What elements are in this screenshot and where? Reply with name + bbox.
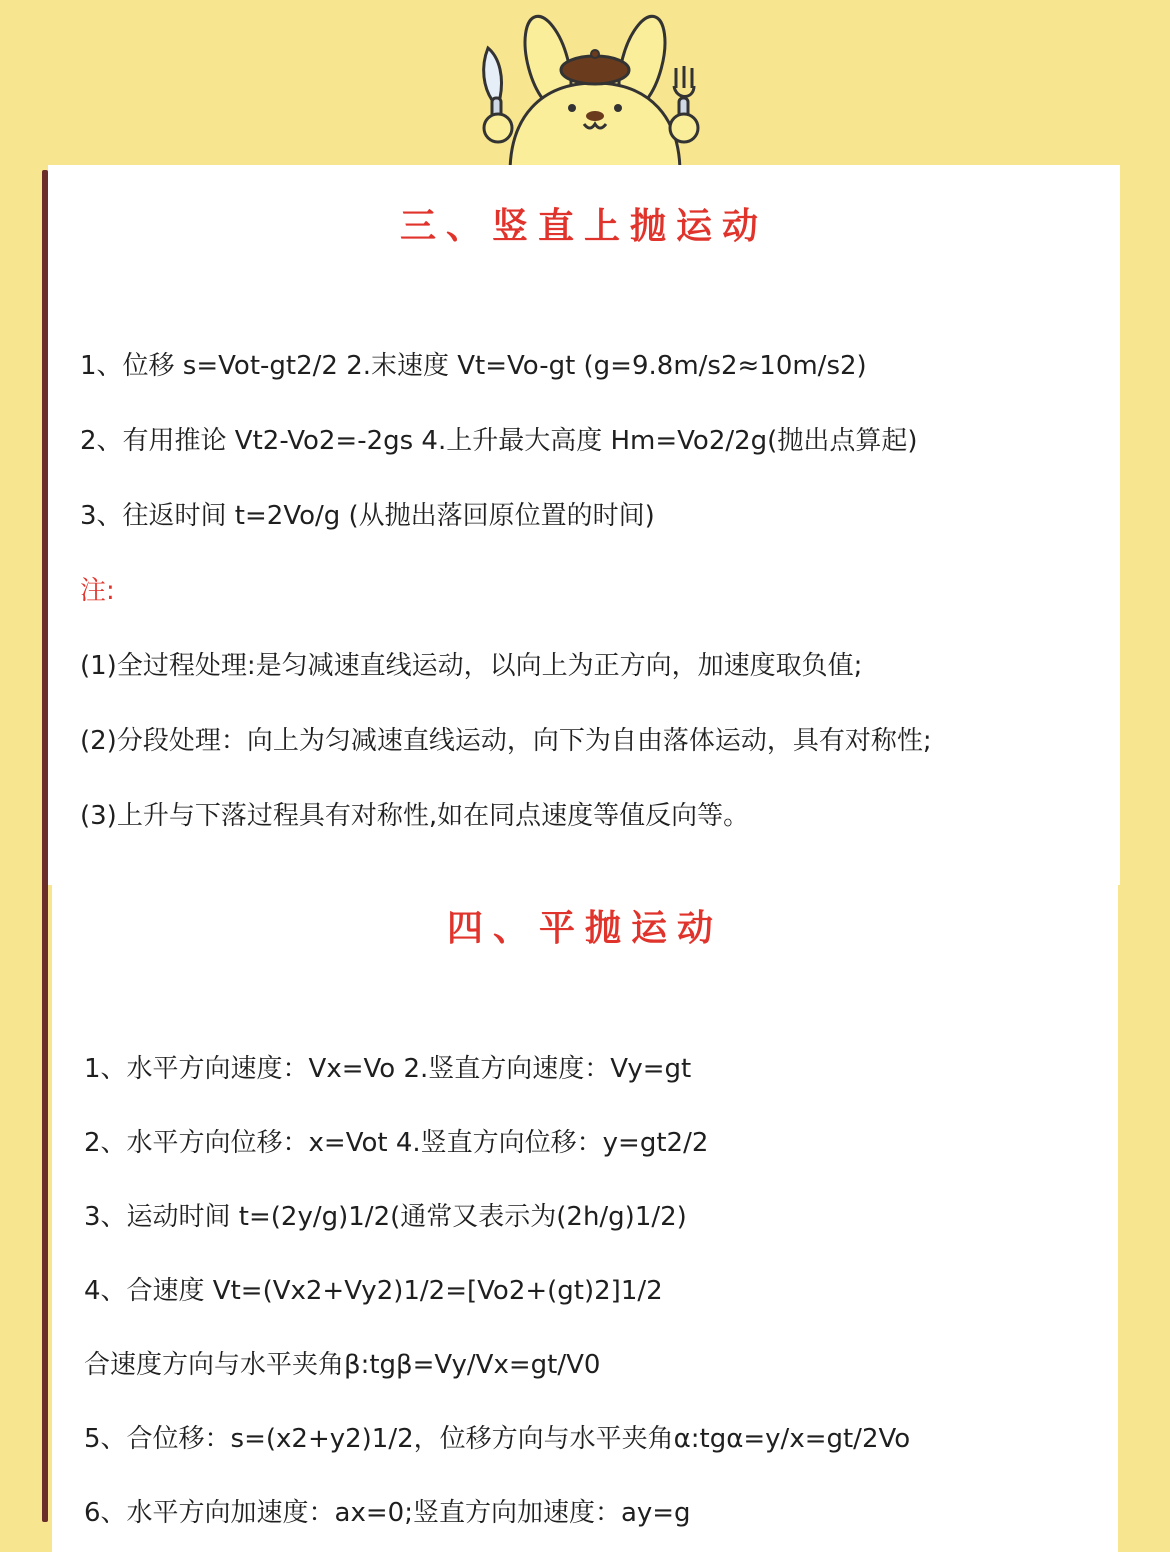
section-4-line-5: 合速度方向与水平夹角β:tgβ=Vy/Vx=gt/V0 (84, 1350, 601, 1380)
section-3-title: 三、竖直上抛运动 (399, 205, 768, 247)
note-label: 注: (80, 576, 115, 606)
section-3-line-3: 3、往返时间 t=2Vo/g (从抛出落回原位置的时间) (80, 501, 655, 531)
section-3-note-2: (2)分段处理：向上为匀减速直线运动，向下为自由落体运动，具有对称性; (80, 726, 932, 756)
section-4-line-1: 1、水平方向速度：Vx=Vo 2.竖直方向速度：Vy=gt (84, 1054, 692, 1084)
section-4-line-7: 6、水平方向加速度：ax=0;竖直方向加速度：ay=g (84, 1498, 691, 1528)
section-4-line-4: 4、合速度 Vt=(Vx2+Vy2)1/2=[Vo2+(gt)2]1/2 (84, 1276, 663, 1306)
section-4-line-6: 5、合位移：s=(x2+y2)1/2，位移方向与水平夹角α:tgα=y/x=gt/2Vo (84, 1424, 911, 1454)
section-4-line-3: 3、运动时间 t=(2y/g)1/2(通常又表示为(2h/g)1/2) (84, 1202, 687, 1232)
section-4-line-2: 2、水平方向位移：x=Vot 4.竖直方向位移：y=gt2/2 (84, 1128, 709, 1158)
section-3-line-2: 2、有用推论 Vt2-Vo2=-2gs 4.上升最大高度 Hm=Vo2/2g(抛出点算起) (80, 426, 918, 456)
section-3-note-3: (3)上升与下落过程具有对称性,如在同点速度等值反向等。 (80, 801, 750, 831)
section-4-title: 四、平抛运动 (446, 907, 723, 949)
paper-section-3 (48, 165, 1120, 885)
section-3-note-1: (1)全过程处理:是匀减速直线运动，以向上为正方向，加速度取负值; (80, 651, 863, 681)
section-3-line-1: 1、位移 s=Vot-gt2/2 2.末速度 Vt=Vo-gt (g=9.8m/s2≈10m/s2) (80, 351, 867, 381)
pudding-dog-mascot-icon (470, 8, 720, 173)
paper-section-4 (52, 880, 1118, 1552)
